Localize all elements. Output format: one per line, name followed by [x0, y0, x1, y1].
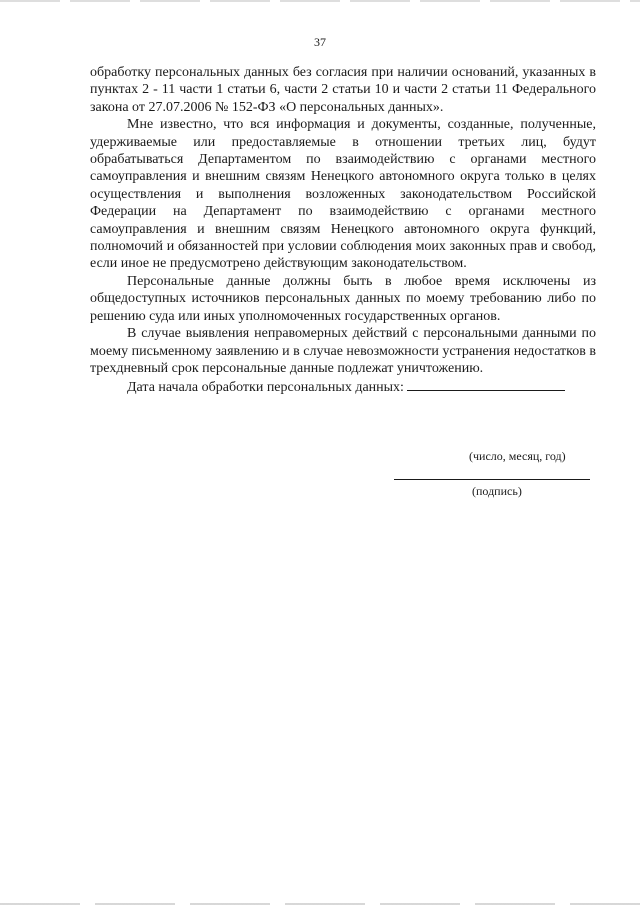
- paragraph-exclusion: Персональные данные должны быть в любое время исключены из общедоступных источников персональных данных по моему требованию либо по решению суда или иных уполномоченных государственных органов.: [90, 273, 596, 324]
- document-body: [90, 64, 596, 397]
- paragraph-continuation: обработку персональных данных без согласия при наличии оснований, указанных в пунктах 2 - 11 части 1 статьи 6, части 2 статьи 10 и части 2 статьи 11 Федерального закона от 27.07.2006 № 152-ФЗ «О персональных данных».: [90, 65, 596, 115]
- paragraph-information-processing: Мне известно, что вся информация и документы, созданные, полученные, удерживаемые или предоставляемые в отношении третьих лиц, будут обрабатываться Департаментом по взаимодействию с органами местного самоуправления и внешним связям Ненецкого автономного округа только в целях осуществления и выполнения возложенных законодательством Российской Федерации на Департамент по взаимодействию с органами местного самоуправления и внешним связям Ненецкого автономного округа функций, полномочий и обязанностей при условии соблюдения моих законных прав и свобод, если иное не предусмотрено действующим законодательством.: [90, 117, 596, 272]
- date-start-label: Дата начала обработки персональных данных:: [127, 380, 404, 396]
- date-hint: (число, месяц, год): [469, 449, 566, 463]
- scan-edge-top: [0, 0, 640, 2]
- page-number: 37: [314, 35, 326, 49]
- date-start-line: [90, 377, 596, 396]
- signature-hint: (подпись): [472, 484, 522, 498]
- signature-blank-line: [394, 479, 590, 480]
- date-blank-line: [407, 377, 565, 391]
- paragraph-destruction: В случае выявления неправомерных действий с персональными данными по моему письменному заявлению и в случае невозможности устранения недостатков в трехдневный срок персональные данные подлежат уничтожению.: [90, 326, 596, 376]
